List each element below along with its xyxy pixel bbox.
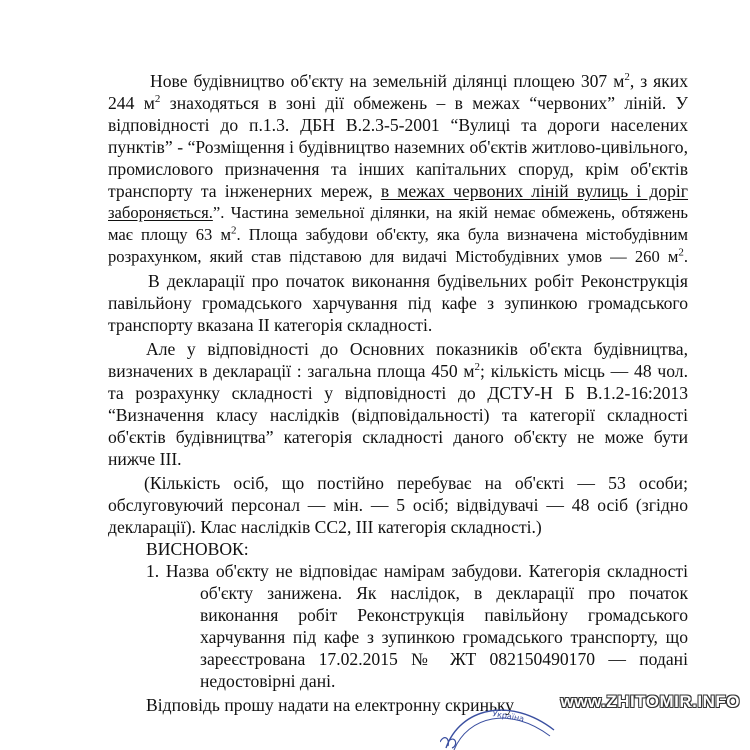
- paragraph-2-line-3: транспорту вказана ІІ категорія складності.: [108, 315, 433, 335]
- conclusion-item-1-line-3: виконання робіт Реконструкція павільйону громадського: [200, 605, 688, 625]
- paragraph-2-line-1: В декларації про початок виконання будівельних робіт Реконструкція: [148, 271, 688, 291]
- paragraph-3-line-6: нижче ІІІ.: [108, 449, 182, 469]
- closing-request: Відповідь прошу надати на електронну скриньку: [146, 695, 515, 715]
- paragraph-3-line-1: Але у відповідності до Основних показників об'єкта будівництва,: [146, 339, 688, 359]
- paragraph-1-line-4: пунктів” - “Розміщення і будівництво наземних об'єктів житлово-цивільного,: [108, 137, 688, 157]
- paragraph-1-line-5: промислового призначення та інших капітальних споруд, крім об'єктів: [108, 159, 688, 179]
- conclusion-heading: ВИСНОВОК:: [146, 539, 249, 559]
- paragraph-1-line-8: має площу 63 $м^2$. Площа забудови об'єкту, яка була визначена містобудівним: [108, 224, 688, 244]
- watermark-logo: www.ZHITOMIR.INFO: [560, 692, 740, 711]
- svg-text:Україна: Україна: [491, 709, 525, 724]
- paragraph-4-line-1: (Кількість осіб, що постійно перебуває на об'єкті — 53 особи;: [144, 473, 688, 493]
- paragraph-3-line-4: “Визначення класу наслідків (відповідальності) та категорії складності: [108, 405, 688, 425]
- conclusion-item-1-line-1: 1. Назва об'єкту не відповідає намірам забудови. Категорія складності: [146, 561, 688, 581]
- paragraph-1-line-9: розрахунком, який став підставою для видачі Містобудівних умов — 260 $м^2$.: [108, 246, 688, 266]
- paragraph-3-line-5: об'єктів будівництва” категорія складності даного об'єкту не може бути: [108, 427, 688, 447]
- paragraph-3-line-3: та розрахунку складності у відповідності до ДСТУ-Н Б В.1.2-16:2013: [108, 383, 688, 403]
- conclusion-item-1-line-6: недостовірні дані.: [200, 671, 336, 691]
- paragraph-1-line-1: Нове будівництво об'єкту на земельній ділянці площею 307 $м^2$, з яких: [150, 71, 689, 91]
- conclusion-item-1-line-4: харчування під кафе з зупинкою громадського транспорту, що: [200, 627, 688, 647]
- conclusion-item-1-line-5: зареєстрована 17.02.2015 № ЖТ 082150490170 — подані: [200, 649, 688, 669]
- paragraph-2-line-2: павільйону громадського харчування під кафе з зупинкою громадського: [108, 293, 688, 313]
- paragraph-1-line-2: 244 $м^2$ знаходяться в зоні дії обмежень – в межах “червоних” ліній. У: [108, 93, 688, 113]
- stamp-seal-icon: [440, 690, 560, 750]
- paragraph-1-line-3: відповідності до п.1.3. ДБН В.2.3-5-2001 “Вулиці та дороги населених: [108, 115, 688, 135]
- paragraph-3-line-2: визначених в декларації : загальна площа 450 $м^2$; кількість місць — 48 чол.: [108, 361, 688, 381]
- conclusion-item-1-line-2: об'єкту занижена. Як наслідок, в декларації про початок: [200, 583, 688, 603]
- paragraph-4-line-2: обслуговуючий персонал — мін. — 5 осіб; відвідувачі — 48 осіб (згідно: [108, 495, 688, 515]
- paragraph-1-line-7: забороняється.”. Частина земельної ділянки, на якій немає обмежень, обтяжень: [108, 203, 688, 222]
- paragraph-4-line-3: декларації). Клас наслідків СС2, ІІІ категорія складності.): [108, 517, 542, 537]
- paragraph-1-line-6: транспорту та інженерних мереж, в межах червоних ліній вулиць і доріг: [108, 181, 688, 201]
